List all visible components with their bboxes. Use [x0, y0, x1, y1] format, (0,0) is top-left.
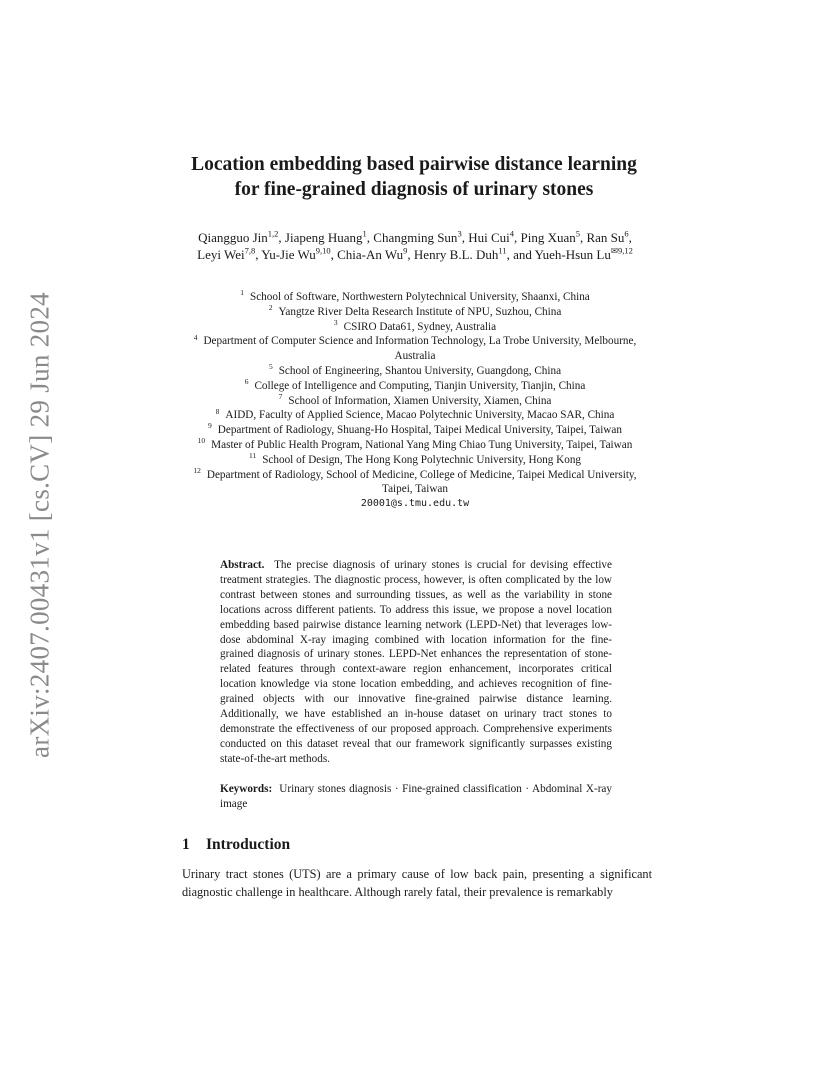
author-affiliation-mark: 1 [362, 228, 367, 239]
corresponding-email: 20001@s.tmu.edu.tw [360, 498, 470, 510]
affiliation-item [190, 453, 640, 468]
affiliation-text: School of Engineering, Shantou University, Guangdong, China [278, 364, 562, 377]
author-affiliation-mark: 9,10 [315, 245, 331, 256]
keywords-label: Keywords: [220, 783, 273, 795]
affiliation-number: 7 [278, 391, 283, 401]
affiliation-item [190, 408, 640, 423]
affiliation-text: Department of Radiology, School of Medicine, College of Medicine, Taipei Medical University, Taipei, Taiwan [206, 468, 637, 496]
affiliation-item [190, 379, 640, 394]
author-affiliation-mark: 4 [509, 228, 514, 239]
affiliation-item [190, 465, 640, 498]
abstract [220, 558, 612, 767]
author-affiliation-mark: 7,8 [244, 245, 256, 256]
affiliation-number: 5 [268, 362, 273, 372]
author-name: Hui Cui [468, 230, 510, 245]
keywords [220, 782, 612, 812]
author-separator: , [628, 230, 632, 245]
affiliation-item [190, 438, 640, 453]
affiliation-text: Yangtze River Delta Research Institute of NPU, Suzhou, China [278, 305, 562, 318]
affiliation-text: School of Design, The Hong Kong Polytechnic University, Hong Kong [262, 453, 582, 466]
affiliation-text: College of Intelligence and Computing, Tianjin University, Tianjin, China [254, 379, 586, 392]
author-name: Changming Sun [373, 230, 458, 245]
affiliation-number: 1 [240, 288, 244, 298]
affiliation-number: 9 [208, 421, 212, 431]
affiliation-item [190, 290, 640, 305]
author-name: Ran Su [586, 230, 625, 245]
section-number: 1 [182, 836, 190, 853]
affiliation-number: 8 [215, 406, 220, 416]
affiliation-number: 6 [244, 377, 249, 387]
abstract-label: Abstract. [220, 559, 265, 571]
author-separator: , [461, 230, 469, 245]
section-heading [182, 836, 290, 854]
author-affiliation-mark: ✉9,12 [610, 245, 633, 256]
introduction-paragraph: Urinary tract stones (UTS) are a primary cause of low back pain, presenting a significant diagnostic challenge in healthcare. Although rarely fatal, their prevalence is remarkably [182, 867, 652, 899]
author-name: Chia-An Wu [337, 247, 404, 262]
affiliation-text: School of Software, Northwestern Polytechnical University, Shaanxi, China [249, 291, 590, 303]
affiliation-item [190, 364, 640, 379]
author-separator: , [366, 230, 374, 245]
abstract-text: The precise diagnosis of urinary stones is crucial for devising effective treatment strategies. The diagnostic process, however, is often complicated by the low contrast between stones and surrounding tissues, as well as the variability in stone locations across different patients. To address this issue, we propose a novel location embedding based pairwise distance learning network (LEPD-Net) that leverages low-dose abdominal X-ray imaging combined with location information for the fine-grained diagnosis of urinary stones. LEPD-Net enhances the representation of stone-related features through context-aware region enhancement, incorporates critical location knowledge via stone location embedding, and achieves recognition of fine-grained objects with our innovative fine-grained pairwise distance learning. Additionally, we have established an in-house dataset on urinary tract stones to demonstrate the effectiveness of our proposed approach. Comprehensive experiments conducted on this dataset reveal that our framework significantly surpasses existing state-of-the-art methods. [220, 559, 612, 765]
section-title: Introduction [206, 836, 291, 853]
author-name: Henry B.L. Duh [413, 247, 499, 262]
author-separator: , [255, 247, 262, 262]
affiliation-item [190, 423, 640, 438]
affiliation-text: School of Information, Xiamen University, Xiamen, China [288, 394, 552, 407]
affiliation-text: AIDD, Faculty of Applied Science, Macao Polytechnic University, Macao SAR, China [225, 409, 615, 422]
affiliation-number: 3 [333, 317, 338, 327]
affiliation-text: Department of Computer Science and Information Technology, La Trobe University, Melbourne, Australia [203, 335, 637, 363]
author-affiliation-mark: 1,2 [267, 228, 279, 239]
affiliation-item [190, 317, 640, 335]
author-name: Jiapeng Huang [284, 230, 363, 245]
author-name: Yu-Jie Wu [261, 247, 316, 262]
author-separator: , and [506, 247, 535, 262]
affiliation-number: 11 [248, 451, 257, 461]
affiliation-item [190, 305, 640, 320]
title-line-2: for fine-grained diagnosis of urinary stones [234, 179, 594, 200]
author-separator: , [278, 230, 285, 245]
affiliation-text: Department of Radiology, Shuang-Ho Hospital, Taipei Medical University, Taipei, Taiwan [217, 424, 622, 437]
author-affiliation-mark: 3 [457, 228, 462, 239]
author-separator: , [330, 247, 338, 262]
author-name: Ping Xuan [520, 230, 576, 245]
author-separator: , [513, 230, 521, 245]
keywords-text: Urinary stones diagnosis · Fine-grained classification · Abdominal X-ray image [220, 783, 612, 810]
author-name: Yueh-Hsun Lu [534, 247, 611, 262]
affiliation-item [190, 334, 640, 364]
affiliation-number: 4 [193, 332, 198, 342]
affiliation-text: CSIRO Data61, Sydney, Australia [343, 320, 497, 333]
affiliation-list [190, 290, 640, 512]
author-name: Leyi Wei [197, 247, 245, 262]
affiliation-item [190, 391, 640, 409]
affiliation-number: 10 [197, 436, 206, 446]
author-affiliation-mark: 6 [624, 228, 629, 239]
paper-title [0, 152, 828, 202]
affiliation-text: Master of Public Health Program, National Yang Ming Chiao Tung University, Taipei, Taiwan [211, 438, 633, 451]
author-affiliation-mark: 11 [498, 245, 507, 256]
author-name: Qiangguo Jin [198, 230, 268, 245]
arxiv-identifier: arXiv:2407.00431v1 [cs.CV] 29 Jun 2024 [24, 292, 55, 758]
title-line-1: Location embedding based pairwise distance learning [191, 154, 637, 175]
author-affiliation-mark: 9 [403, 245, 408, 256]
author-list [182, 229, 648, 263]
author-affiliation-mark: 5 [575, 228, 580, 239]
arxiv-sidebar [20, 290, 60, 760]
affiliation-number: 2 [268, 303, 273, 313]
author-separator: , [579, 230, 587, 245]
author-separator: , [407, 247, 414, 262]
affiliation-number: 12 [193, 465, 201, 475]
